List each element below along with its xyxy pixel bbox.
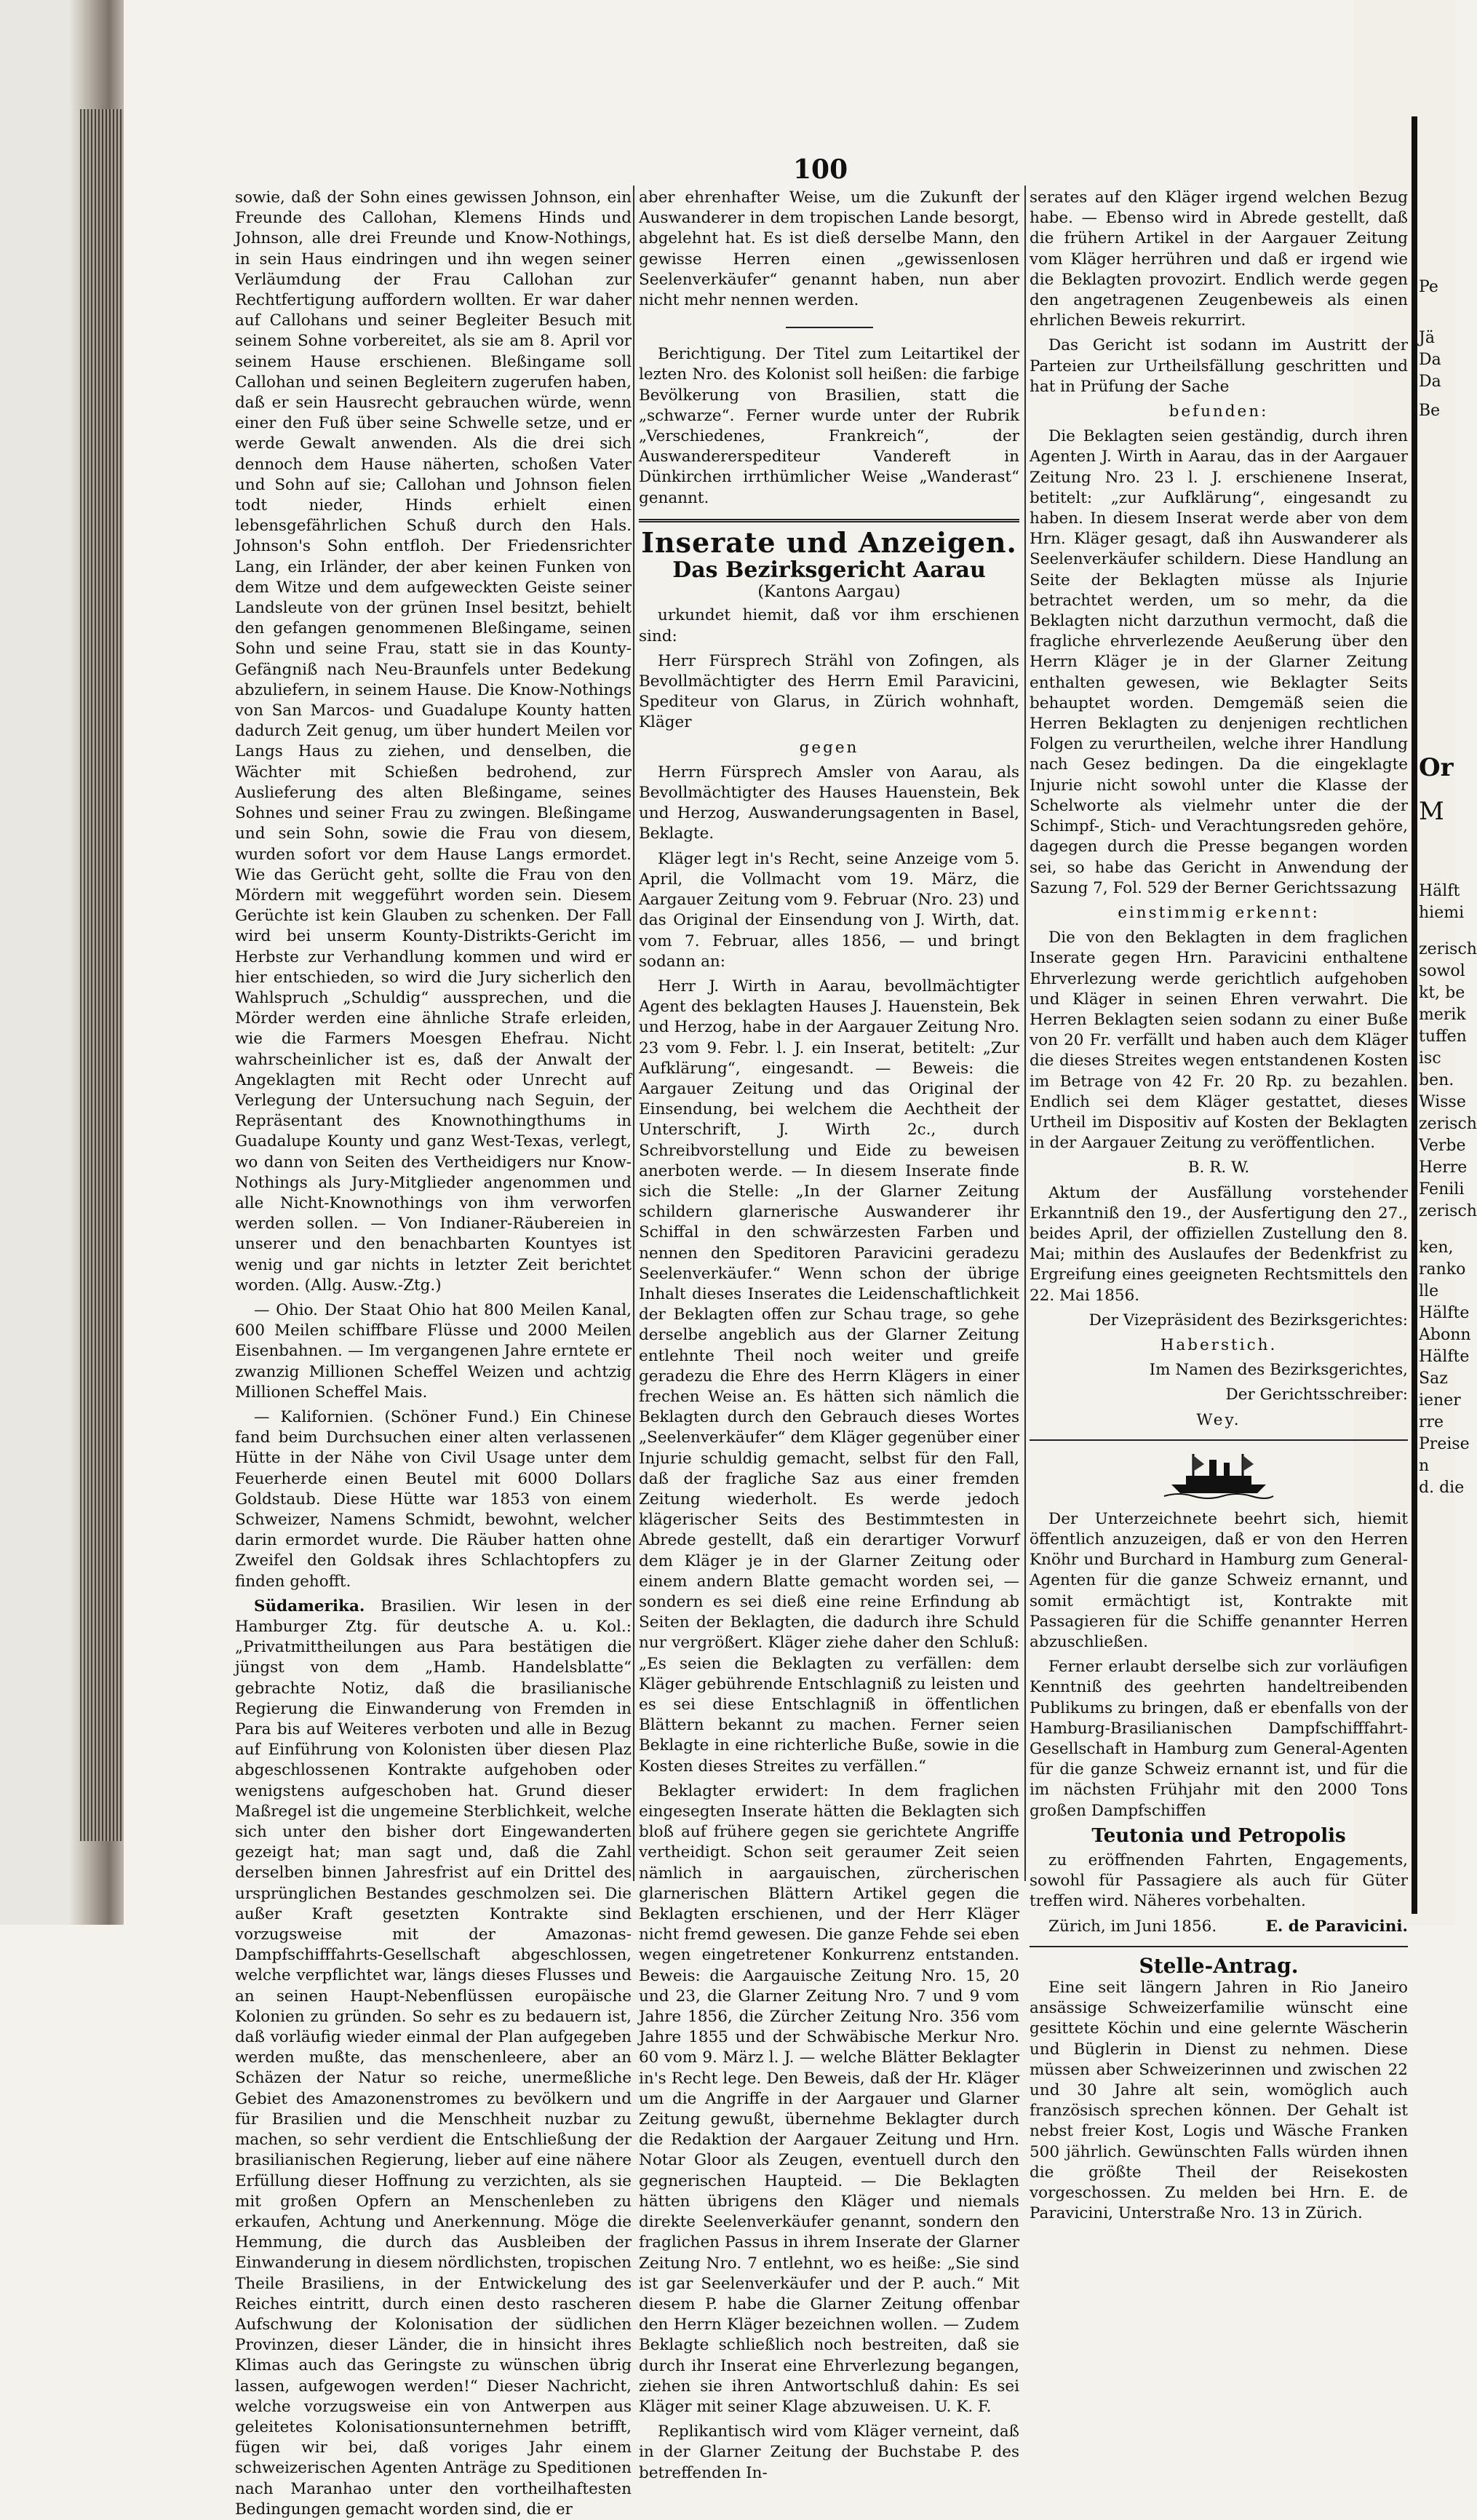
frag-29: iener bbox=[1419, 1391, 1461, 1410]
court-name-line: Im Namen des Bezirksgerichtes, bbox=[1149, 1361, 1408, 1380]
versus: gegen bbox=[799, 738, 859, 757]
section-divider bbox=[639, 519, 1019, 522]
frag-4: Be bbox=[1419, 402, 1441, 420]
frag-17: zerisch bbox=[1419, 1115, 1477, 1133]
frag-19: Herre bbox=[1419, 1158, 1468, 1177]
findings-heading: befunden: bbox=[1169, 402, 1269, 421]
column-left bbox=[235, 188, 632, 2519]
frag-25: Hälfte bbox=[1419, 1304, 1470, 1322]
column-right bbox=[1030, 188, 1408, 2223]
frag-27: Hälfte bbox=[1419, 1348, 1470, 1366]
job-offer: Eine seit längern Jahren in Rio Janeiro ansässige Schweizerfamilie wünscht eine gesittete Köchin und eine gelernte Wäscherin und Büglerin in Dienst zu nehmen. Diese müssen aber Schweizerinnen und zwischen 22 und 30 Jahre alt sein, womöglich auch französisch sprechen können. Der Gehalt ist nebst freier Kost, Logis und Wäsche Franken 500 jährlich. Gewünschten Falls würden ihnen die größte Theil der Reisekosten vorgeschossen. Zu melden bei Hrn. E. de Paravicini, Unterstraße Nro. 13 in Zürich. bbox=[1030, 1979, 1408, 2223]
section-title: Inserate und Anzeigen. bbox=[641, 525, 1017, 559]
frag-11: kt, be bbox=[1419, 984, 1465, 1002]
correction-notice: Berichtigung. Der Titel zum Leitartikel der lezten Nro. des Kolonist soll heißen: die farbige Bevölkerung von Brasilien, statt die „schwarze“. Ferner wurde unter der Rubrik „Verschiedenes, Frankreich“, der Auswandererspediteur Vandereft in Dünkirchen irrthümlicher Weise „Wanderast“ genannt. bbox=[639, 345, 1019, 507]
agent-announcement: Der Unterzeichnete beehrt sich, hiemit öffentlich anzuzeigen, daß er von den Herren Knöhr und Burchard in Hamburg zum General-Agenten für die ganze Schweiz ernannt, und somit ermächtigt ist, Kontrakte mit Passagieren für die Schiffe genannter Herren abzuschließen. bbox=[1030, 1509, 1408, 1651]
ad-divider bbox=[1030, 1439, 1408, 1441]
south-america-text: Brasilien. Wir lesen in der Hamburger Ztg. für deutsche A. u. Kol.: „Privatmittheilungen aus Para bestätigen die jüngst von dem „Hamb. Handelsblatte“ gebrachte Notiz, daß die brasilianische Regierung die Einwanderung von Fremden in Para bis auf Weiteres verboten und alle in Bezug auf Einführung von Kolonisten über diesen Plaz abgeschlossenen Kontrakte aufgehoben oder wenigstens aufgeschoben hat. Grund dieser Maßregel ist die ungemeine Sterblichkeit, welche sich unter den bisher dort Eingewanderten gezeigt hat; man sagt und, daß die Zahl derselben binnen Jahresfrist auf ein Drittel des ursprünglichen Bestandes geschmolzen sei. Die außer Kraft gesetzten Kontrakte sind vorzugsweise mit der Amazonas-Dampfschifffahrts-Gesellschaft abgeschlossen, welche verpflichtet war, längs dieses Flusses und an seinen Haupt-Nebenflüssen europäische Kolonien zu gründen. So sehr es zu bedauern ist, daß vorläufig wieder einmal der Plan aufgegeben werden mußte, das menschenleere, aber an Schäzen der Natur so reiche, unermeßliche Gebiet des Amazonenstromes zu bevölkern und für Brasilien und die Menschheit nuzbar zu machen, so sehr verdient die Entschließung der brasilianischen Regierung, lieber auf eine nähere Erfüllung dieser Hoffnung zu verzichten, als sie mit großen Opfern an Menschenleben zu erkaufen, Achtung und Anerkennung. Möge die Hemmung, die durch das Ausbleiben der Einwanderung in diesem nördlichsten, tropischen Theile Brasiliens, in der Entwickelung des Reiches eintritt, durch einen desto rascheren Aufschwung der Kolonisation der südlichen Provinzen, dieser Länder, die in hinsicht ihres Klimas auch das Geringste zu wünschen übrig lassen, aufgewogen werden!“ Dieser Nachricht, welche vorzugsweise ein von Antwerpen aus geleitetes Kolonisationsunternehmen betrifft, fügen wir bei, daß voriges Jahr einem schweizerischen Agenten Anträge zu Speditionen nach Maranhao unter den vortheilhaftesten Bedingungen gemacht worden sind, die er bbox=[235, 1597, 632, 2519]
defendant: Herrn Fürsprech Amsler von Aarau, als Bevollmächtigter des Hauses Hauenstein, Bek und Herzog, Auswanderungsagenten in Basel, Beklagte. bbox=[639, 763, 1019, 843]
replication: Replikantisch wird vom Kläger verneint, daß in der Glarner Zeitung der Buchstabe P. des betreffenden In- bbox=[639, 2422, 1019, 2482]
frag-32: n bbox=[1419, 1457, 1430, 1475]
court-intro: urkundet hiemit, daß vor ihm erschienen sind: bbox=[639, 606, 1019, 645]
frag-14: isc bbox=[1419, 1049, 1441, 1068]
frag-6: M bbox=[1419, 797, 1444, 826]
plaintiff-claim: Kläger legt in's Recht, seine Anzeige vom 5. April, die Vollmacht vom 19. März, die Aargauer Zeitung vom 9. Februar (Nro. 23) und das Original der Einsendung von J. Wirth, dat. vom 7. Februar, alles 1856, — und bringt sodann an: bbox=[639, 849, 1019, 971]
column-rule-2 bbox=[1024, 186, 1026, 1881]
signer: E. de Paravicini. bbox=[1265, 1917, 1408, 1936]
court-continuation: serates auf den Kläger irgend welchen Bezug habe. — Ebenso wird in Abrede gestellt, daß die frühern Artikel in der Aargauer Zeitung vom Kläger herrühren und daß er irgend wie die Beklagten provozirt. Endlich werde gegen den angetragenen Zeugenbeweis als einen ehrlichen Beweis rekurrirt. bbox=[1030, 188, 1408, 330]
frag-22: ken, bbox=[1419, 1239, 1454, 1257]
page-edges bbox=[80, 109, 124, 1841]
south-america-heading: Südamerika. bbox=[254, 1597, 365, 1615]
frag-15: ben. bbox=[1419, 1071, 1454, 1089]
south-america-article bbox=[235, 1597, 632, 2520]
frag-5: Or bbox=[1419, 753, 1454, 782]
engagements: zu eröffnenden Fahrten, Engagements, sowohl für Passagiere als auch für Güter treffen wird. Näheres vorbehalten. bbox=[1030, 1851, 1408, 1911]
vice-president-title: Der Vizepräsident des Bezirksgerichtes: bbox=[1088, 1311, 1408, 1329]
ship-names: Teutonia und Petropolis bbox=[1091, 1824, 1346, 1847]
column-rule-1 bbox=[633, 186, 634, 1881]
page-gutter-rule bbox=[1412, 116, 1417, 1914]
clerk-name: Wey. bbox=[1196, 1410, 1241, 1429]
adjacent-page-text bbox=[1419, 188, 1477, 1499]
frag-2: Da bbox=[1419, 351, 1441, 369]
place-date: Zürich, im Juni 1856. bbox=[1048, 1917, 1217, 1936]
job-offer-title: Stelle-Antrag. bbox=[1139, 1953, 1299, 1978]
column-middle bbox=[639, 188, 1019, 2482]
frag-20: Fenili bbox=[1419, 1180, 1465, 1199]
steamship-announcement: Ferner erlaubt derselbe sich zur vorläufigen Kenntniß des geehrten handeltreibenden Publikums zu bringen, daß er ebenfalls von der Hamburg-Brasilianischen Dampfschifffahrt-Gesellschaft in Hamburg zum General-Agenten für die ganze Schweiz ernannt ist, und für die im nächsten Frühjahr mit den 2000 Tons großen Dampfschiffen bbox=[1030, 1658, 1408, 1820]
plaintiff: Herr Fürsprech Strähl von Zofingen, als Bevollmächtigter des Herrn Emil Paravicini, Spediteur von Glarus, in Zürich wohnhaft, Kläger bbox=[639, 651, 1019, 732]
frag-8: hiemi bbox=[1419, 904, 1465, 922]
frag-31: Preise bbox=[1419, 1435, 1470, 1453]
clerk-title: Der Gerichtsschreiber: bbox=[1225, 1386, 1408, 1404]
frag-24: lle bbox=[1419, 1282, 1439, 1300]
california-article: — Kalifornien. (Schöner Fund.) Ein Chinese fand beim Durchsuchen einer alten verlassenen Hütte in der Nähe von Civil Usage unter dem Feuerherde einen Beutel mit 6000 Dollars Goldstaub. Diese Hütte war 1853 von einem Schweizer, Namens Schmidt, bewohnt, welcher darin ermordet wurde. Die Räuber hatten ohne Zweifel den Goldsak ihres Schlachtopfers zu finden gehofft. bbox=[235, 1407, 632, 1591]
frag-21: zerisch bbox=[1419, 1202, 1477, 1220]
steamship-icon bbox=[1164, 1450, 1273, 1501]
frag-13: tuffen bbox=[1419, 1028, 1467, 1046]
findings: Die Beklagten seien geständig, durch ihren Agenten J. Wirth in Aarau, das in der Aargauer Zeitung Nro. 23 l. J. erschienene Inserat, betitelt: „zur Aufklärung“, eingesandt zu haben. In diesem Inserat werde aber von dem Hrn. Kläger gesagt, daß ihn Auswanderer als Seelenverkäufer schildern. Diese Handlung an Seite der Beklagten müsse als Injurie betrachtet werden, um so mehr, da die Beklagten nicht darzuthun vermocht, daß die fragliche ehrverlezende Aeußerung über den Herrn Kläger je in der Glarner Zeitung enthalten gewesen, wie Beklagter Seits behauptet worden. Demgemäß seien die Herren Beklagten zu denjenigen rechtlichen Folgen zu verurtheilen, welche ihrer Handlung nach Gesez bedingen. Da die eingeklagte Injurie nicht sowohl unter die Klasse der Schelworte als vielmehr unter die der Schimpf-, Stich- und Verachtungsreden gehöre, dagegen durch die Presse begangen worden sei, so habe das Gericht in Anwendung der Sazung 7, Fol. 529 der Berner Gerichtssazung bbox=[1030, 427, 1408, 897]
frag-3: Da bbox=[1419, 373, 1441, 391]
frag-26: Abonn bbox=[1419, 1326, 1471, 1344]
vice-president-name: Haberstich. bbox=[1160, 1335, 1278, 1354]
place-date-signer bbox=[1030, 1917, 1408, 1937]
brw: B. R. W. bbox=[1187, 1158, 1250, 1177]
frag-28: Saz bbox=[1419, 1370, 1448, 1388]
defendant-reply: Beklagter erwidert: In dem fraglichen eingesegten Inserate hätten die Beklagten sich bloß auf frühere gegen sie gerichtete Angriffe vertheidigt. Schon seit geraumer Zeit seien nämlich in aargauischen, zürcherischen glarnerischen Blättern Artikel gegen die Beklagten erschienen, und der Herr Kläger nicht fremd gewesen. Die ganze Fehde sei eben wegen eingetretener Konkurrenz entstanden. Beweis: die Aargauische Zeitung Nro. 15, 20 und 23, die Glarner Zeitung Nro. 7 und 9 vom Jahre 1856, die Zürcher Zeitung Nro. 356 vom Jahre 1855 und der Schwäbische Merkur Nro. 60 vom 9. März l. J. — welche Blätter Beklagter in's Recht lege. Den Beweis, daß der Hr. Kläger um die Angriffe in der Aargauer und Glarner Zeitung gewußt, übernehme Beklagter durch die Redaktion der Aargauer Zeitung und Hrn. Notar Gloor als Zeugen, eventuell durch den gegnerischen Haupteid. — Die Beklagten hätten übrigens den Kläger und niemals direkte Seelenverkäufer genannt, sondern den fraglichen Passus in ihrem Inserate der Glarner Zeitung Nro. 7 entlehnt, wo es heiße: „Sie sind ist gar Seelenverkäufer und der P. auch.“ Mit diesem P. habe die Glarner Zeitung offenbar den Herrn Kläger bezeichnen wollen. — Zudem Beklagte schließlich noch bestreiten, daß sie durch ihr Inserat eine Ehrverlezung begangen, ziehen sie ihren Antwortschluß dahin: Es sei Kläger mit seiner Klage abzuweisen. U. K. F. bbox=[639, 1781, 1019, 2416]
frag-30: rre bbox=[1419, 1413, 1444, 1431]
texas-article: sowie, daß der Sohn eines gewissen Johnson, ein Freunde des Callohan, Klemens Hinds und Johnson, alle drei Freunde und Know-Nothings, in sein Haus eindringen und ihn wegen seiner Verläumdung der Frau Callohan zur Rechtfertigung auffordern wollten. Er war daher auf Callohans und seiner Begleiter Besuch mit seinem Sohne vorbereitet, als sie am 8. April vor seinem Hause erschienen. Bleßingame soll Callohan und seinen Begleitern zugerufen haben, daß er sein Hausrecht gebrauchen würde, wenn einer den Fuß über seine Schwelle setze, und er werde Gewalt anwenden. Als die drei sich dennoch dem Hause näherten, schoßen Vater und Sohn auf sie; Callohan und Johnson fielen todt nieder, Hinds erhielt einen lebensgefährlichen Schuß durch den Hals. Johnson's Sohn entfloh. Der Friedensrichter Lang, ein Irländer, der aber keinen Funken von dem Witze und dem aufgeweckten Geiste seiner Landsleute von der grünen Insel besitzt, behielt den gefangen genommenen Bleßingame, seinen Sohn und seine Frau, statt sie in das Kounty-Gefängniß nach Neu-Braunfels unter Bedekung abzuliefern, in seinem Hause. Die Know-Nothings von San Marcos- und Guadalupe Kounty hatten dadurch Zeit genug, um über hundert Meilen vor Langs Haus zu ziehen, und denselben, die Wächter mit Schießen bedrohend, zur Auslieferung des alten Bleßingame, seines Sohnes und seiner Frau zu zwingen. Bleßingame und sein Sohn, sowie die Frau von diesem, wurden sofort vor dem Hause Langs ermordet. Wie das Gerücht geht, sollte die Frau von den Mördern mit weggeführt worden sein. Diesem Gerüchte ist kein Glauben zu schenken. Der Fall wird bei unserm Kounty-Distrikts-Gericht im Herbste zur Verhandlung kommen und wird er hier entschieden, so wird die Jury sicherlich den Wahlspruch „Schuldig“ aussprechen, und die Mörder werden eine ähnliche Strafe erleiden, wie die Farmers Moesgen Ehefrau. Nicht wahrscheinlicher ist es, daß der Anwalt der Angeklagten mit Recht oder Unrecht auf Verlegung der Untersuchung nach Seguin, der Repräsentant des Knownothingthums in Guadalupe Kounty und ganz West-Texas, verlegt, wo dann von Seiten des Vertheidigers nur Know-Nothings als Jury-Mitglieder angenommen und alle Nicht-Knownothings von ihm verworfen werden sollen. — Von Indianer-Räubereien in unserer und den benachbarten Kountyes ist wenig und gar nichts in letzter Zeit berichtet worden. (Allg. Ausw.-Ztg.) bbox=[235, 188, 632, 1295]
court-title: Das Bezirksgericht Aarau bbox=[672, 557, 986, 584]
dates: Aktum der Ausfällung vorstehender Erkanntniß den 19., der Ausfertigung den 27., beides April, der offiziellen Zustellung den 8. Mai; mithin des Auslaufes der Bedenkfrist zu Ergreifung eines geeigneten Rechtsmittels den 22. Mai 1856. bbox=[1030, 1183, 1408, 1305]
page-number: 100 bbox=[793, 154, 848, 185]
verdict: Die von den Beklagten in dem fraglichen Inserate gegen Hrn. Paravicini enthaltene Ehrverlezung werde gerichtlich aufgehoben und Kläger in seinen Ehren verwahrt. Die Herren Beklagten seien sodann zu einer Buße von 20 Fr. verfällt und haben auch dem Kläger die dieses Streites wegen entstandenen Kosten im Betrage von 42 Fr. 20 Rp. zu bezahlen. Endlich sei dem Kläger gestattet, dieses Urtheil im Dispositiv auf Kosten der Beklagten in der Aargauer Zeitung zu veröffentlichen. bbox=[1030, 929, 1408, 1153]
plaintiff-argument: Herr J. Wirth in Aarau, bevollmächtigter Agent des beklagten Hauses J. Hauenstein, Bek und Herzog, habe in der Aargauer Zeitung Nro. 23 vom 9. Febr. l. J. ein Inserat, betitelt: „Zur Aufklärung“, eingesandt. — Beweis: die Aargauer Zeitung und das Original der Einsendung, bei welchem die Aechtheit der Unterschrift, J. Wirth 2c., durch Schreibvorstellung und Eide zu beweisen anerboten werde. — In diesem Inserate finde sich die Stelle: „In der Glarner Zeitung schildern glarnerische Auswanderer ihr Schiffal in den schwärzesten Farben und nennen den Speditoren Paravicini geradezu Seelenverkäufer.“ Wenn schon der übrige Inhalt dieses Inserates die Leidenschaftlichkeit der Beklagten offen zur Schau trage, so gehe derselbe angeblich aus der Glarner Zeitung entlehnte Theil noch weiter und greife geradezu die Ehre des Herrn Klägers in einer frechen Weise an. Es hätten sich nämlich die Beklagten durch den Gebrauch dieses Wortes „Seelenverkäufer“ dem Kläger gegenüber einer Injurie schuldig gemacht, selbst für den Fall, daß der fragliche Saz aus einer fremden Zeitung wiederholt. Es werde jedoch klägerischer Seits des Bestimmtesten in Abrede gestellt, daß ein derartiger Vorwurf dem Kläger je in der Glarner Zeitung oder einem andern Blatte gemacht worden sei, — sondern es sei dieß eine reine Erfindung ab Seiten der Beklagten, die dadurch ihre Schuld nur vergrößert. Kläger ziehe daher den Schluß: „Es seien die Beklagten zu verfällen: dem Kläger gebührende Entschlagniß zu leisten und es sei diese Entschlagniß in öffentlichen Blättern bekannt zu machen. Ferner seien Beklagte in eine richterliche Buße, sowie in die Kosten dieses Streites zu verfällen.“ bbox=[639, 977, 1019, 1776]
verdict-heading: einstimmig erkennt: bbox=[1118, 903, 1320, 922]
frag-10: sowol bbox=[1419, 962, 1465, 980]
ohio-article: — Ohio. Der Staat Ohio hat 800 Meilen Kanal, 600 Meilen schiffbare Flüsse und 2000 Meilen Eisenbahnen. — Im vergangenen Jahre erntete er zwanzig Millionen Scheffel Weizen und achtzig Millionen Scheffel Mais. bbox=[235, 1300, 632, 1402]
court-deliberation: Das Gericht ist sodann im Austritt der Parteien zur Urtheilsfällung geschritten und hat in Prüfung der Sache bbox=[1030, 336, 1408, 396]
frag-23: ranko bbox=[1419, 1260, 1466, 1279]
ad-divider-2 bbox=[1030, 1946, 1408, 1947]
frag-1: Jä bbox=[1419, 329, 1435, 347]
divider bbox=[786, 327, 873, 328]
frag-16: Wisse bbox=[1419, 1093, 1466, 1111]
frag-7: Hälft bbox=[1419, 882, 1460, 900]
court-subtitle: (Kantons Aargau) bbox=[757, 583, 901, 602]
emigration-continuation: aber ehrenhafter Weise, um die Zukunft der Auswanderer in dem tropischen Lande besorgt, abgelehnt hat. Es ist dieß derselbe Mann, den gewisse Herren einen „gewissenlosen Seelenverkäufer“ genannt haben, nun aber nicht mehr nennen werden. bbox=[639, 188, 1019, 310]
frag-18: Verbe bbox=[1419, 1137, 1466, 1155]
frag-0: Pe bbox=[1419, 278, 1438, 296]
frag-9: zerisch bbox=[1419, 940, 1477, 958]
frag-33: d. die bbox=[1419, 1479, 1465, 1497]
frag-12: merik bbox=[1419, 1006, 1466, 1024]
